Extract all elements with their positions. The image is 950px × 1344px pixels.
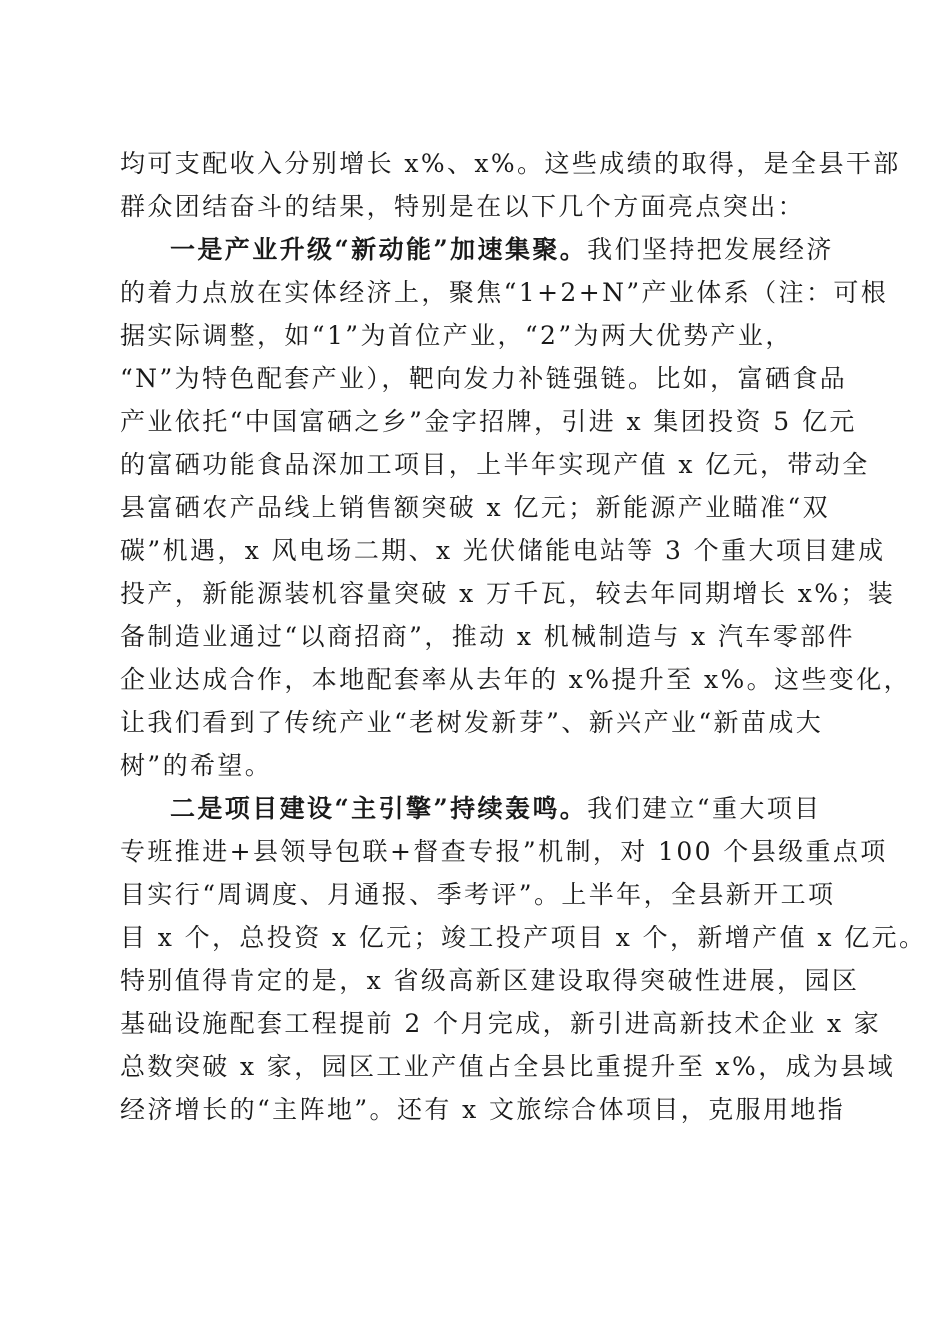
text-line: 总数突破 x 家，园区工业产值占全县比重提升至 x%，成为县域 — [120, 1052, 896, 1081]
text-line: 企业达成合作，本地配套率从去年的 x%提升至 x%。这些变化， — [120, 665, 912, 694]
document-body — [120, 142, 927, 1131]
paragraph-lead-heading: 二是项目建设“主引擎”持续轰鸣。 — [170, 794, 588, 823]
text-line-first — [120, 228, 832, 271]
paragraph-lead-heading: 一是产业升级“新动能”加速集聚。 — [170, 235, 588, 264]
text-line: 专班推进+县领导包联+督查专报”机制，对 100 个县级重点项 — [120, 837, 888, 866]
text-line: 经济增长的“主阵地”。还有 x 文旅综合体项目，克服用地指 — [120, 1095, 846, 1124]
text-line: 目 x 个，总投资 x 亿元；竣工投产项目 x 个，新增产值 x 亿元。 — [120, 923, 927, 952]
text-line: 群众团结奋斗的结果，特别是在以下几个方面亮点突出： — [120, 192, 806, 221]
paragraph-project-construction — [120, 787, 927, 1131]
text-line: 县富硒农产品线上销售额突破 x 亿元；新能源产业瞄准“双 — [120, 493, 830, 522]
text-line: “N”为特色配套产业），靶向发力补链强链。比如，富硒食品 — [120, 364, 848, 393]
text-line: 投产，新能源装机容量突破 x 万千瓦，较去年同期增长 x%；装 — [120, 579, 896, 608]
text-line: 目实行“周调度、月通报、季考评”。上半年，全县新开工项 — [120, 880, 836, 909]
text-line: 的富硒功能食品深加工项目，上半年实现产值 x 亿元，带动全 — [120, 450, 870, 479]
text-fragment: 我们建立“重大项目 — [587, 794, 822, 823]
text-line: 据实际调整，如“1”为首位产业，“2”为两大优势产业， — [120, 321, 793, 350]
text-line: 让我们看到了传统产业“老树发新芽”、新兴产业“新苗成大 — [120, 708, 824, 737]
text-line: 产业依托“中国富硒之乡”金字招牌，引进 x 集团投资 5 亿元 — [120, 407, 857, 436]
text-line: 的着力点放在实体经济上，聚焦“1+2+N”产业体系（注：可根 — [120, 278, 889, 307]
text-line: 均可支配收入分别增长 x%、x%。这些成绩的取得，是全县干部 — [120, 149, 901, 178]
text-line: 基础设施配套工程提前 2 个月完成，新引进高新技术企业 x 家 — [120, 1009, 882, 1038]
text-fragment: 我们坚持把发展经济 — [587, 235, 834, 264]
text-line: 碳”机遇，x 风电场二期、x 光伏储能电站等 3 个重大项目建成 — [120, 536, 886, 565]
text-line: 备制造业通过“以商招商”，推动 x 机械制造与 x 汽车零部件 — [120, 622, 855, 651]
text-line-first — [120, 787, 832, 830]
text-line: 特别值得肯定的是，x 省级高新区建设取得突破性进展，园区 — [120, 966, 860, 995]
paragraph-intro — [120, 142, 901, 228]
text-line: 树”的希望。 — [120, 751, 273, 780]
paragraph-industry-upgrade — [120, 228, 912, 787]
